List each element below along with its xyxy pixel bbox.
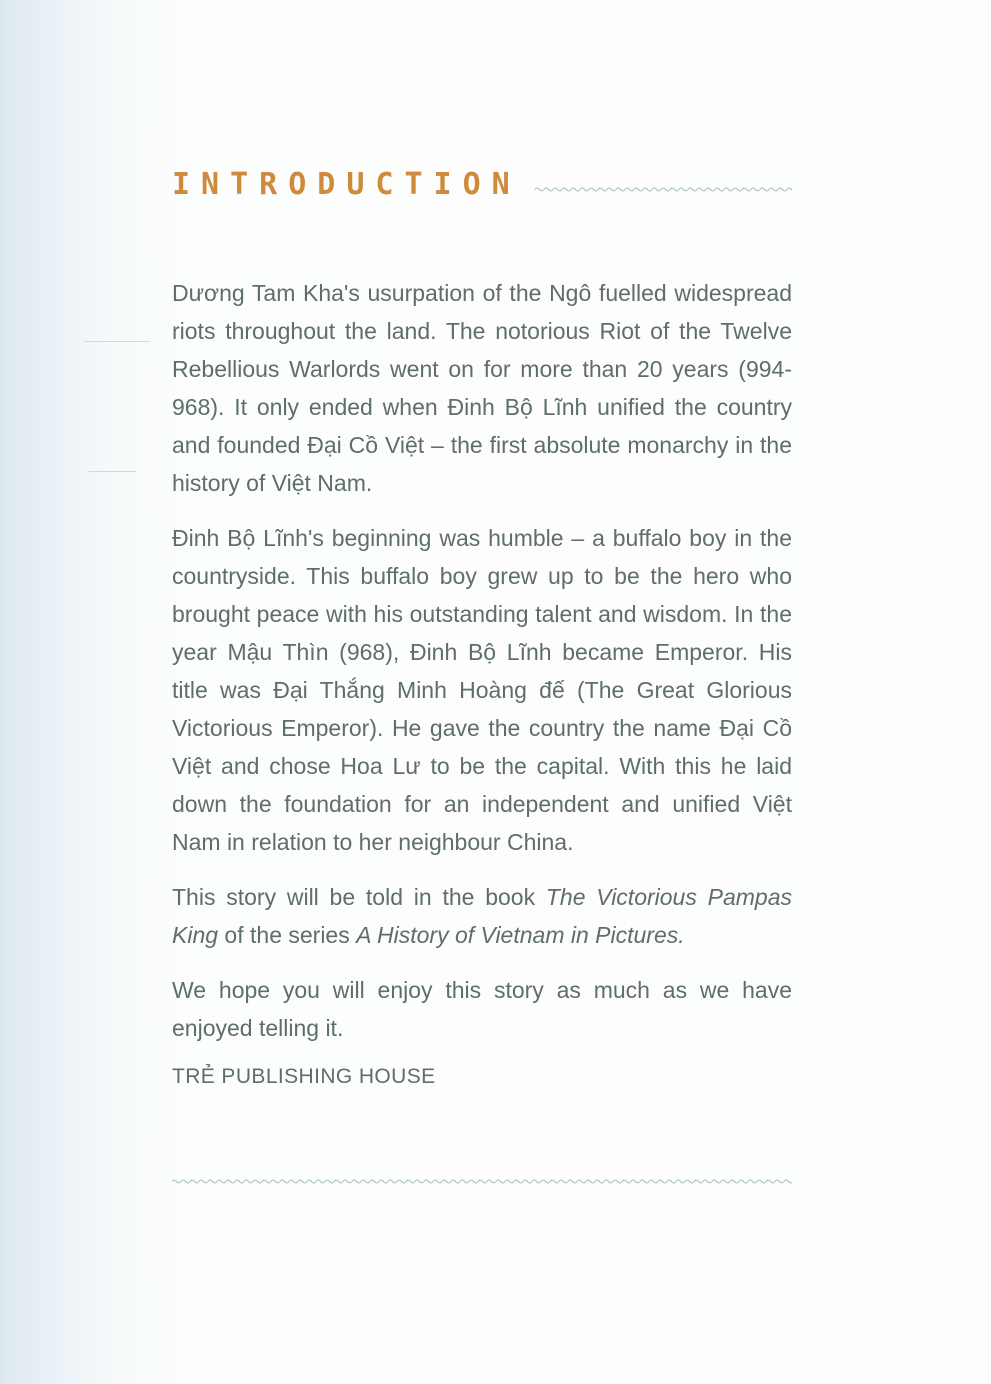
- scan-artifact: [88, 471, 136, 472]
- paragraph-text: This story will be told in the book: [172, 884, 546, 910]
- paragraph: [172, 878, 792, 954]
- publisher-name: TRẺ PUBLISHING HOUSE: [172, 1065, 436, 1088]
- book-title-italic: The Victorious Pampas King: [172, 884, 792, 948]
- page-title: INTRODUCTION: [172, 167, 521, 202]
- paragraph: [172, 274, 792, 502]
- paragraph: [172, 519, 792, 861]
- wavy-divider: [172, 1177, 792, 1185]
- wavy-divider: [535, 185, 792, 193]
- paragraph-text: of the series: [218, 922, 357, 948]
- paragraph-text: We hope you will enjoy this story as much as we have enjoyed telling it.: [172, 977, 792, 1041]
- paragraph: [172, 971, 792, 1047]
- scan-artifact: [84, 341, 150, 342]
- paragraphs: [172, 274, 792, 1047]
- paragraph-text: Dương Tam Kha's usurpation of the Ngô fuelled widespread riots throughout the land. The notorious Riot of the Twelve Rebellious Warlords went on for more than 20 years (994-968). It only ended when Đinh Bộ Lĩnh unified the country and founded Đại Cồ Việt – the first absolute monarchy in the history of Việt Nam.: [172, 280, 792, 496]
- section-header: [172, 168, 792, 201]
- paragraph-text: Đinh Bộ Lĩnh's beginning was humble – a buffalo boy in the countryside. This buffalo boy grew up to be the hero who brought peace with his outstanding talent and wisdom. In the year Mậu Thìn (968), Đinh Bộ Lĩnh became Emperor. His title was Đại Thắng Minh Hoàng đế (The Great Glorious Victorious Emperor). He gave the country the name Đại Cồ Việt and chose Hoa Lư to be the capital. With this he laid down the foundation for an independent and unified Việt Nam in relation to her neighbour China.: [172, 525, 792, 855]
- page-content: [172, 0, 792, 1185]
- book-title-italic: A History of Vietnam in Pictures.: [356, 922, 685, 948]
